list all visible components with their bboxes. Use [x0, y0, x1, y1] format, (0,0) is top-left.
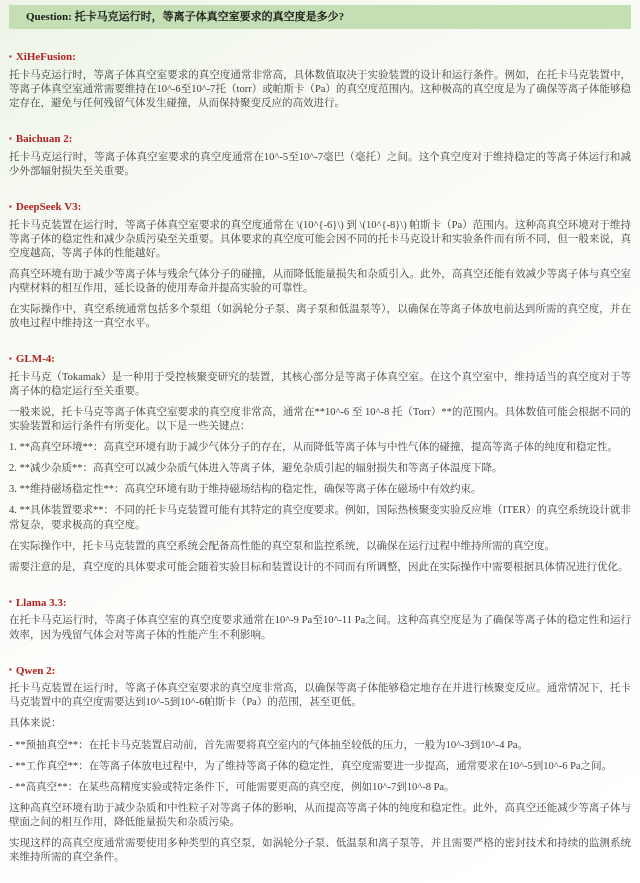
- answer-paragraph: 在托卡马克运行时，等离子体真空室的真空度要求通常在10^-9 Pa至10^-11 Pa之间。这种高真空度是为了确保等离子体的稳定性和运行效率，因为残留气体会对等离子体的性能产生不利影响。: [9, 615, 631, 641]
- section-deepseek-v3: [9, 201, 631, 331]
- section-llama-3-3: [9, 597, 631, 643]
- model-heading-deepseek-v3: [9, 201, 631, 215]
- model-name: XiHeFusion:: [15, 51, 76, 64]
- model-name: DeepSeek V3:: [15, 201, 82, 214]
- answer-paragraph: 实现这样的高真空度通常需要使用多种类型的真空泵，如涡轮分子泵、低温泵和离子泵等，并且需要严格的密封技术和持续的监测系统来维持所需的真空条件。: [9, 837, 631, 863]
- answer-paragraph: 托卡马克（Tokamak）是一种用于受控核聚变研究的装置，其核心部分是等离子体真空室。在这个真空室中，维持适当的真空度对于等离子体的稳定运行至关重要。: [9, 372, 631, 398]
- section-qwen-2: [9, 665, 631, 865]
- model-name: Llama 3.3:: [15, 596, 67, 609]
- answer-list-item: 4. **具体装置要求**：不同的托卡马克装置可能有其特定的真空度要求。例如，国际热核聚变实验反应堆（ITER）的真空系统设计就非常复杂，要求极高的真空度。: [9, 505, 631, 531]
- answer-paragraph: 托卡马克运行时，等离子体真空室要求的真空度通常非常高，具体数值取决于实验装置的设计和运行条件。例如，在托卡马克装置中，等离子体真空室通常需要维持在10^-6至10^-7托（torr）或帕斯卡（Pa）的真空度范围内。这种极高的真空度是为了确保等离子体能够稳定存在，避免与任何残留气体发生碰撞，从而保持聚变反应的高效进行。: [9, 70, 631, 110]
- bullet-icon: ▪: [9, 597, 12, 607]
- model-heading-llama-3-3: [9, 597, 631, 611]
- model-heading-glm-4: [9, 353, 631, 367]
- answer-paragraph: 高真空环境有助于减少等离子体与残余气体分子的碰撞，从而降低能量损失和杂质引入。此外，高真空还能有效减少等离子体与真空室内壁材料的相互作用，延长设备的使用寿命并提高实验的可靠性。: [9, 269, 631, 295]
- bullet-icon: ▪: [9, 51, 12, 61]
- answer-paragraph: 托卡马克运行时，等离子体真空室要求的真空度通常在10^-5至10^-7毫巴（毫托）之间。这个真空度对于维持稳定的等离子体运行和减少外部辐射损失至关重要。: [9, 151, 631, 178]
- model-name: Qwen 2:: [15, 664, 56, 677]
- answer-paragraph: 托卡马克装置在运行时，等离子体真空室要求的真空度通常在 \(10^{-6}\) 到 \(10^{-8}\) 帕斯卡（Pa）范围内。这种高真空环境对于维持等离子体的稳定性和减少杂质污染至关重要。具体要求的真空度可能会因不同的托卡马克设计和实验条件而有所不同，但一般来说，真空度越高，等离子体的性能越好。: [9, 219, 631, 259]
- answer-paragraph: 在实际操作中，真空系统通常包括多个泵组（如涡轮分子泵、离子泵和低温泵等），以确保在等离子体放电前达到所需的真空度，并在放电过程中维持这一真空水平。: [9, 304, 631, 330]
- answer-list-item: 2. **减少杂质**：高真空可以减少杂质气体进入等离子体，避免杂质引起的辐射损失和等离子体温度下降。: [9, 463, 503, 475]
- answer-list-item: 1. **高真空环境**：高真空环境有助于减少气体分子的存在，从而降低等离子体与中性气体的碰撞，提高等离子体的纯度和稳定性。: [9, 442, 618, 454]
- answer-paragraph: 这种高真空环境有助于减少杂质和中性粒子对等离子体的影响，从而提高等离子体的纯度和稳定性。此外，高真空还能减少等离子体与壁面之间的相互作用，降低能量损失和杂质污染。: [9, 802, 631, 828]
- model-name: GLM-4:: [15, 353, 55, 366]
- answer-list-item: - **高真空**：在某些高精度实验或特定条件下，可能需要更高的真空度，例如10^-7到10^-8 Pa。: [9, 781, 455, 793]
- model-heading-qwen-2: [9, 665, 631, 679]
- bullet-icon: ▪: [9, 353, 12, 363]
- section-baichuan-2: [9, 133, 631, 179]
- model-heading-baichuan-2: [9, 133, 631, 147]
- answer-list-item: - **预抽真空**：在托卡马克装置启动前，首先需要将真空室内的气体抽至较低的压力，一般为10^-3到10^-4 Pa。: [9, 739, 529, 751]
- bullet-icon: ▪: [9, 665, 12, 675]
- model-name: Baichuan 2:: [15, 133, 73, 146]
- bullet-icon: ▪: [9, 201, 12, 211]
- section-glm-4: [9, 353, 631, 574]
- section-xihefusion: [9, 51, 631, 111]
- answer-list-item: - **工作真空**：在等离子体放电过程中，为了维持等离子体的稳定性，真空度需要进一步提高，通常要求在10^-5到10^-6 Pa之间。: [9, 760, 613, 772]
- question-text: Question: 托卡马克运行时，等离子体真空室要求的真空度是多少?: [26, 11, 345, 23]
- answer-list-item: 3. **维持磁场稳定性**：高真空环境有助于维持磁场结构的稳定性，确保等离子体在磁场中有效约束。: [9, 484, 482, 496]
- answer-paragraph: 在实际操作中，托卡马克装置的真空系统会配备高性能的真空泵和监控系统，以确保在运行过程中维持所需的真空度。: [9, 540, 555, 552]
- model-heading-xihefusion: [9, 51, 631, 65]
- bullet-icon: ▪: [9, 133, 12, 143]
- answer-paragraph: 一般来说，托卡马克等离子体真空室要求的真空度非常高，通常在**10^-6 至 10^-8 托（Torr）**的范围内。具体数值可能会根据不同的实验装置和运行条件有所变化。以下是一些关键点：: [9, 407, 631, 433]
- question-banner: [9, 5, 631, 29]
- answer-paragraph: 需要注意的是，真空度的具体要求可能会随着实验目标和装置设计的不同而有所调整，因此在实际操作中需要根据具体情况进行优化。: [9, 561, 629, 573]
- answer-paragraph: 具体来说：: [9, 718, 62, 730]
- answer-paragraph: 托卡马克装置在运行时，等离子体真空室要求的真空度非常高，以确保等离子体能够稳定地存在并进行核聚变反应。通常情况下，托卡马克装置中的真空度需要达到10^-5到10^-6帕斯卡（Pa）的范围，甚至更低。: [9, 683, 631, 709]
